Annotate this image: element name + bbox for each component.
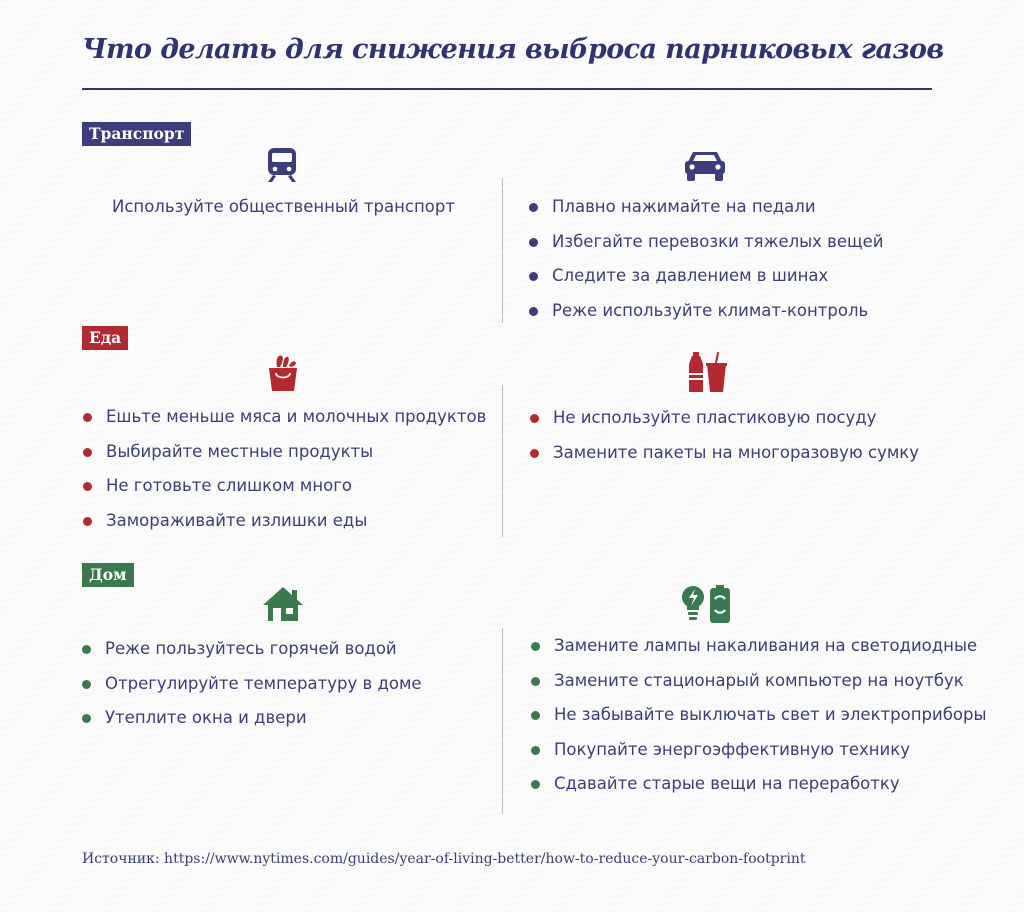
divider-home: [502, 628, 503, 814]
bullet-dot: [83, 482, 92, 491]
bullet-dot: [531, 677, 540, 686]
bullet-dot: [529, 203, 538, 212]
bullet-dot: [529, 238, 538, 247]
bullet-dot: [82, 680, 91, 689]
section-tag-home: Дом: [82, 563, 134, 587]
divider-food: [502, 385, 503, 537]
bulb-battery-icon: [682, 584, 732, 624]
divider-transport: [502, 178, 503, 323]
source-citation: Источник: https://www.nytimes.com/guides/year-of-living-better/how-to-reduce-your-carbon-footprint: [82, 851, 806, 867]
section-tag-food: Еда: [82, 326, 128, 350]
title-underline: [82, 88, 932, 90]
bullet-dot: [530, 414, 539, 423]
house-icon: [262, 586, 304, 622]
bullet-dot: [530, 449, 539, 458]
bullet-dot: [83, 448, 92, 457]
bullet-dot: [529, 272, 538, 281]
train-icon: [265, 147, 299, 183]
grocery-bag-icon: [265, 352, 301, 392]
bullet-dot: [82, 714, 91, 723]
bullet-dot: [531, 711, 540, 720]
page-title: Что делать для снижения выброса парниковых газов: [82, 34, 944, 65]
bullet-dot: [531, 642, 540, 651]
car-icon: [683, 148, 727, 182]
bullet-dot: [83, 413, 92, 422]
bullet-dot: [531, 746, 540, 755]
bullet-dot: [83, 517, 92, 526]
bullet-dot: [82, 645, 91, 654]
plastic-bottle-cup-icon: [686, 351, 728, 393]
bullet-dot: [531, 780, 540, 789]
bullet-dot: [529, 307, 538, 316]
section-tag-transport: Транспорт: [82, 122, 191, 146]
transport-left-text: Используйте общественный транспорт: [112, 197, 455, 216]
